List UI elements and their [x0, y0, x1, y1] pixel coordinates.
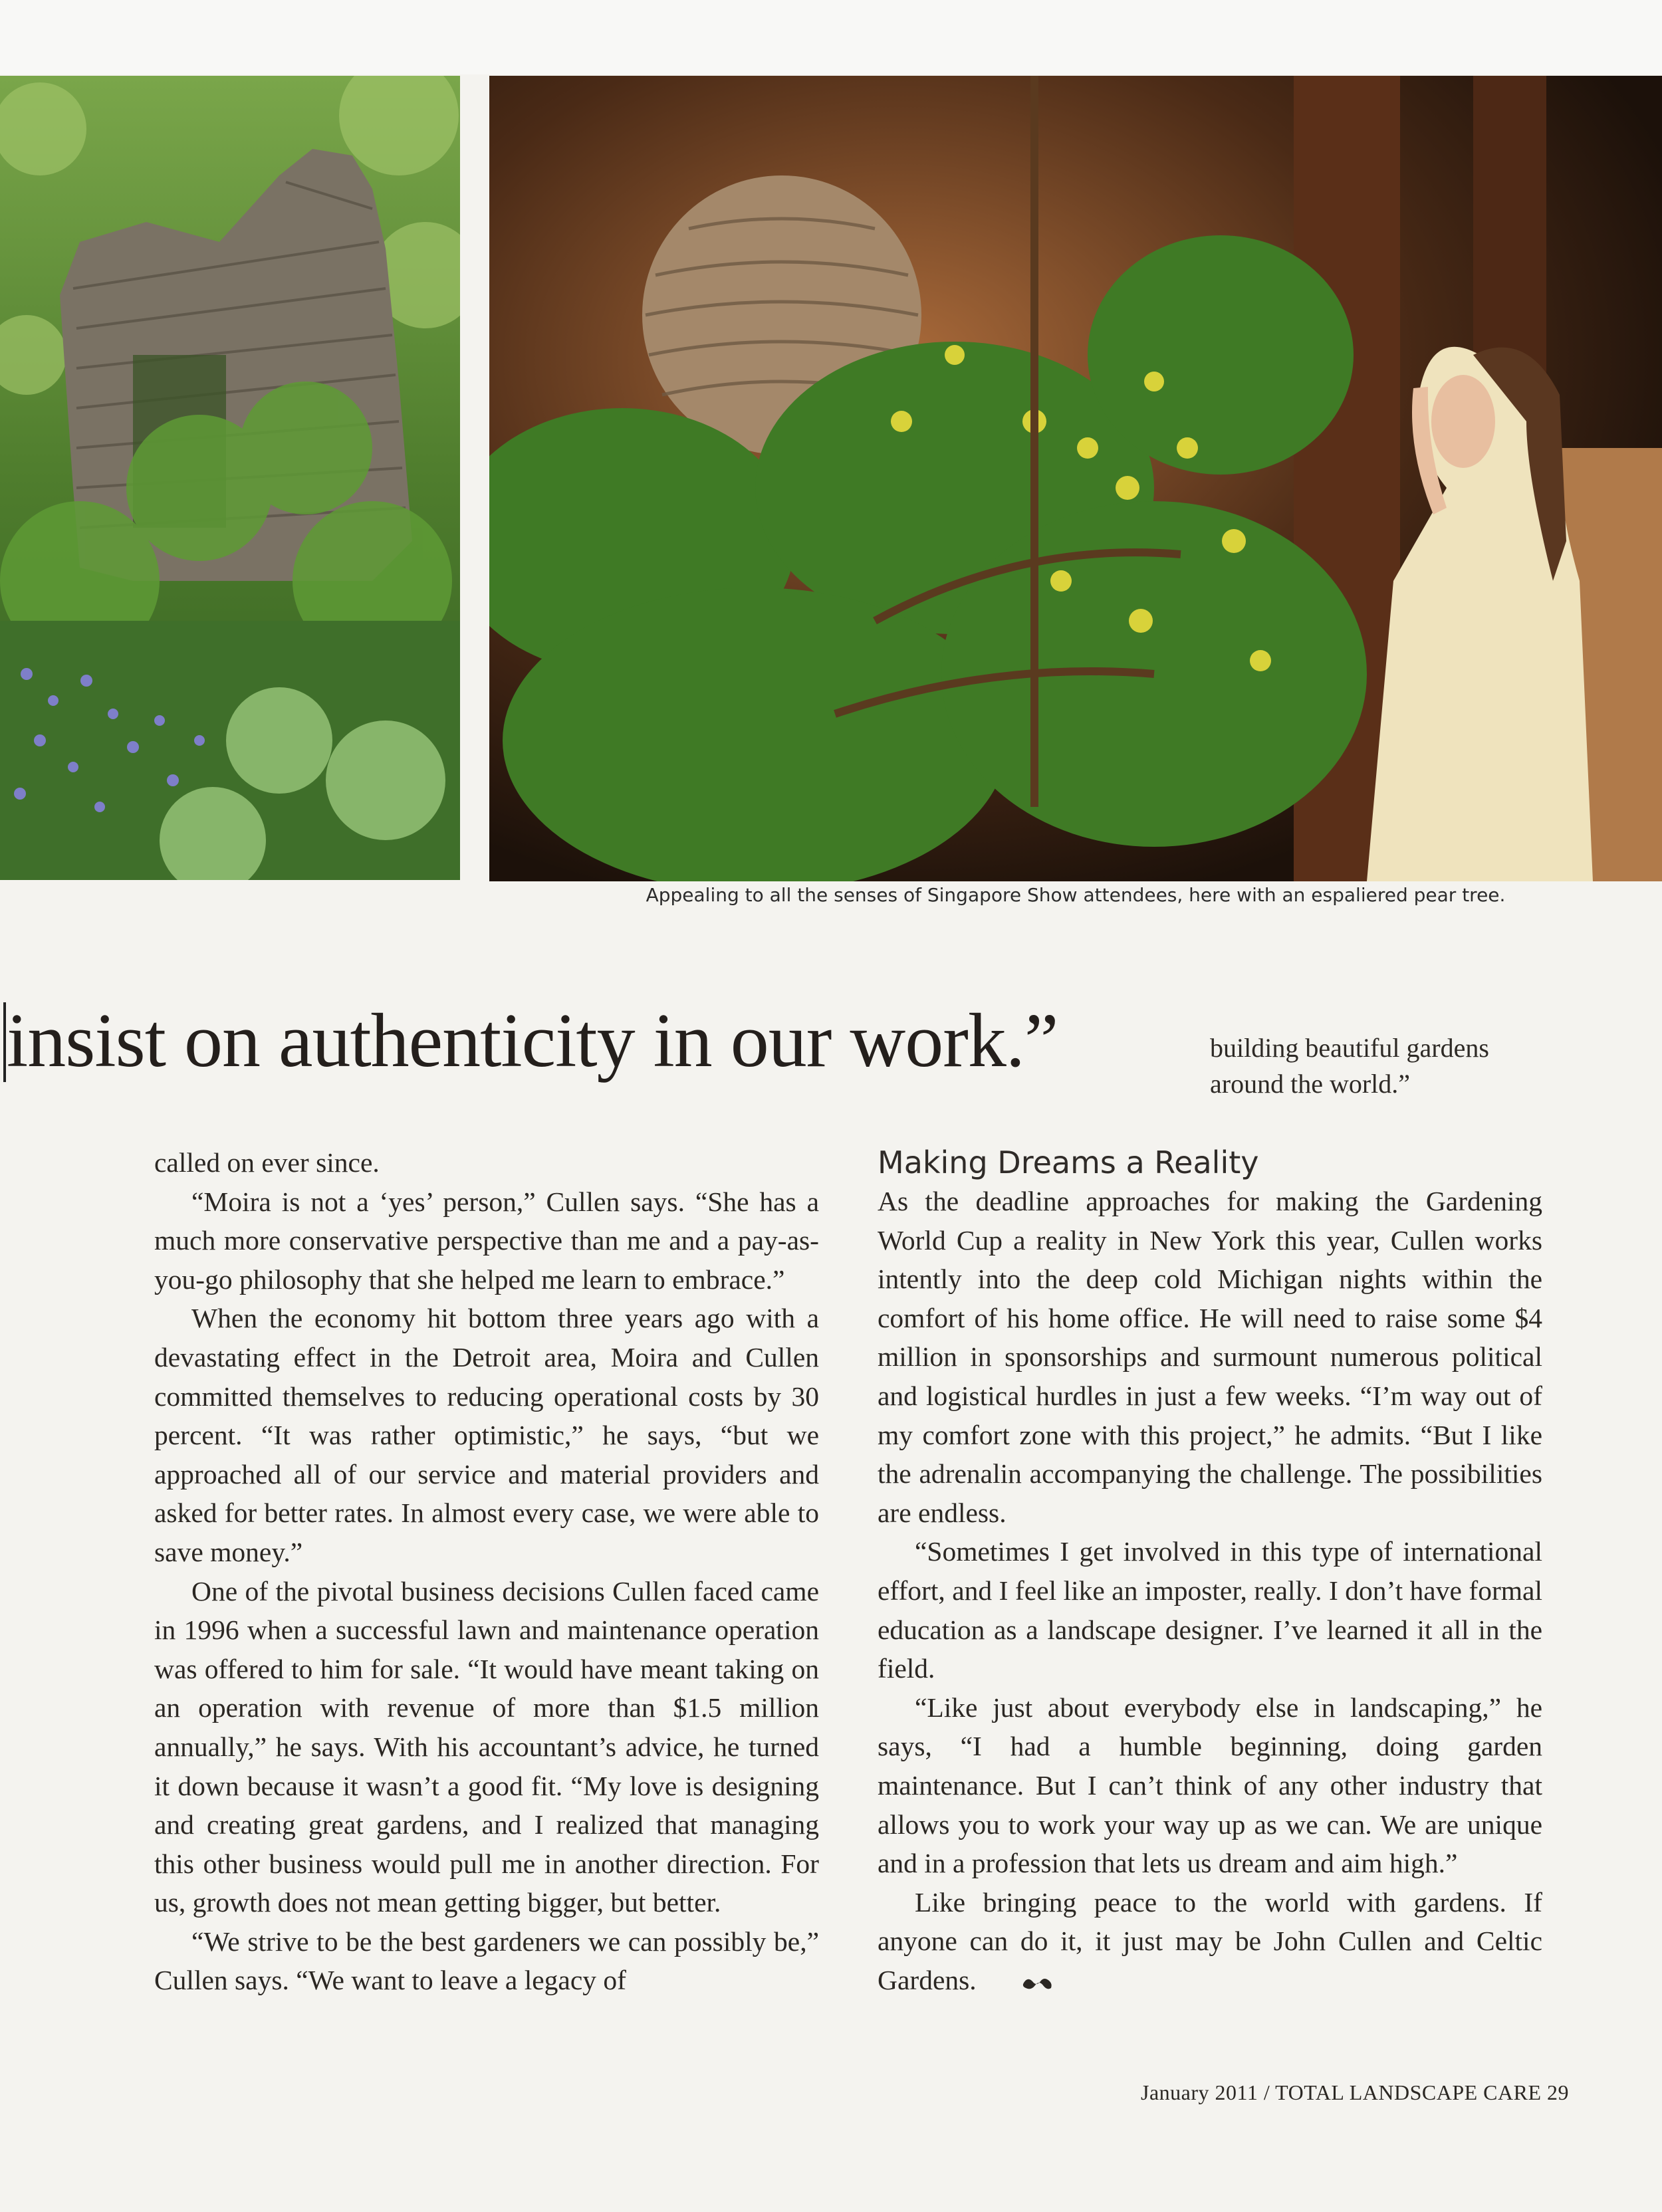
issue-date: January 2011: [1141, 2080, 1258, 2104]
footer-separator: /: [1263, 2080, 1270, 2104]
magazine-name: TOTAL LANDSCAPE CARE: [1275, 2080, 1542, 2104]
page-number: 29: [1547, 2080, 1569, 2104]
pull-quote: insist on authenticity in our work.”: [7, 998, 1058, 1083]
right-text-column: [878, 1143, 1542, 2003]
ornamental-end-mark-icon: [983, 1963, 1055, 2003]
final-paragraph-text: Like bringing peace to the world with gardens. If anyone can do it, it just may be John Cullen and Celtic Gardens.: [878, 1886, 1542, 1995]
body-paragraph: When the economy hit bottom three years ago with a devastating effect in the Detroit area, Moira and Cullen committed themselves to reducing operational costs by 30 percent. “It was rather optimistic,” he says, “but we approached all of our service and material providers and asked for better rates. In almost every case, we were able to save money.”: [154, 1303, 819, 1567]
body-paragraph: “We strive to be the best gardeners we can possibly be,” Cullen says. “We want to leave a legacy of: [154, 1926, 819, 1996]
stone-ruin-garden-photo: [0, 76, 460, 880]
body-paragraph: “Sometimes I get involved in this type of international effort, and I feel like an imposter, really. I don’t have formal education as a landscape designer. I’ve learned it all in the field.: [878, 1536, 1542, 1684]
body-paragraph: called on ever since.: [154, 1147, 380, 1178]
page-footer: [1141, 2080, 1569, 2105]
body-paragraph: One of the pivotal business decisions Cullen faced came in 1996 when a successful lawn and maintenance operation was offered to him for sale. “It would have meant taking on an operation with revenue of more than $1.5 million annually,” he says. With his accountant’s advice, he turned it down because it wasn’t a good fit. “My love is designing and creating great gardens, and I realized that managing this other business would pull me in another direction. For us, growth does not mean getting bigger, but better.: [154, 1575, 819, 1918]
page-top-margin: [0, 0, 1662, 74]
left-text-column: [154, 1143, 819, 2000]
pull-quote-continuation: [1210, 1030, 1569, 1102]
body-paragraph: “Like just about everybody else in landscaping,” he says, “I had a humble beginning, doing garden maintenance. But I can’t think of any other industry that allows you to work your way up as we can. We are unique and in a profession that lets us dream and aim high.”: [878, 1692, 1542, 1879]
body-paragraph: “Moira is not a ‘yes’ person,” Cullen says. “She has a much more conservative perspective than me and a pay-as-you-go philosophy that she helped me learn to embrace.”: [154, 1186, 819, 1295]
pull-quote-continuation-line: building beautiful gardens: [1210, 1033, 1489, 1063]
section-heading: Making Dreams a Reality: [878, 1145, 1259, 1180]
pull-quote-rule: [3, 1002, 6, 1082]
photo-caption: Appealing to all the senses of Singapore Show attendees, here with an espaliered pear tree.: [646, 884, 1506, 906]
pull-quote-continuation-line: around the world.”: [1210, 1069, 1411, 1099]
body-paragraph-final: [878, 1883, 1542, 2003]
body-paragraph: As the deadline approaches for making the Gardening World Cup a reality in New York this year, Cullen works intently into the deep cold Michigan nights within the comfort of his home office. He will need to raise some $4 million in sponsorships and surmount numerous political and logistical hurdles in just a few weeks. “I’m way out of my comfort zone with this project,” he admits. “But I like the adrenalin accompanying the challenge. The possibilities are endless.: [878, 1186, 1542, 1528]
girl-touching-espaliered-pear-tree-photo: [489, 76, 1662, 881]
